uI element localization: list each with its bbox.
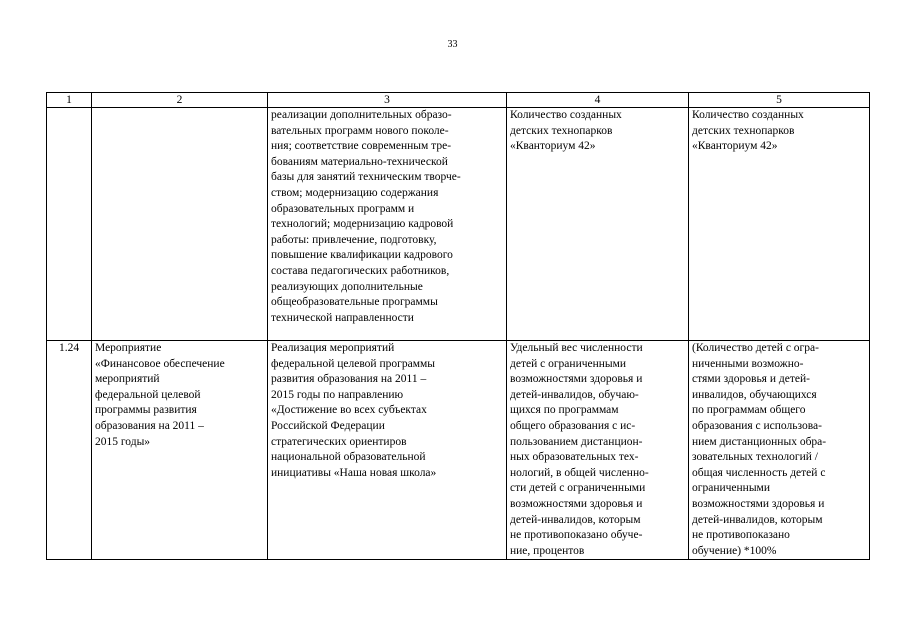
cell-line: вательных программ нового поколе- <box>271 124 449 137</box>
cell-line: 1.24 <box>58 342 80 354</box>
table-cell-col1 <box>47 108 92 341</box>
cell-line: базы для занятий техническим творче- <box>271 171 461 184</box>
cell-line: федеральной целевой программы <box>271 357 435 370</box>
cell-line: щихся по программам <box>510 404 619 417</box>
cell-line: технологий; модернизацию кадровой <box>271 218 454 231</box>
cell-line: Количество созданных <box>510 109 622 121</box>
cell-line: реализующих дополнительные <box>271 280 423 293</box>
cell-line: образования с использова- <box>692 419 822 432</box>
cell-line: общая численность детей с <box>692 466 826 479</box>
cell-line: общего образования с ис- <box>510 419 636 432</box>
cell-line: федеральной целевой <box>95 388 201 401</box>
column-header-4: 4 <box>507 93 689 108</box>
table-cell-col3 <box>268 341 507 560</box>
cell-line: детей-инвалидов, которым <box>510 513 641 526</box>
cell-line: 2015 годы по направлению <box>271 388 404 401</box>
column-header-3: 3 <box>268 93 507 108</box>
table-cell-col2 <box>92 108 268 341</box>
cell-line: ограниченными <box>692 482 770 495</box>
cell-line: бованиям материально-технической <box>271 155 448 168</box>
cell-line: (Количество детей с огра- <box>692 342 819 354</box>
cell-line: Российской Федерации <box>271 419 385 432</box>
cell-line: детских технопарков <box>510 124 613 137</box>
cell-line: пользованием дистанцион- <box>510 435 643 448</box>
cell-line: программы развития <box>95 404 197 417</box>
table-cell-col2 <box>92 341 268 560</box>
table-cell-col5 <box>689 341 870 560</box>
cell-line: детей-инвалидов, которым <box>692 513 823 526</box>
cell-line: состава педагогических работников, <box>271 264 450 277</box>
cell-line: образовательных программ и <box>271 202 415 215</box>
cell-line: общеобразовательные программы <box>271 296 438 309</box>
cell-line: мероприятий <box>95 373 160 386</box>
cell-line: по программам общего <box>692 404 806 417</box>
cell-line: образования на 2011 – <box>95 419 204 432</box>
cell-line: 2015 годы» <box>95 435 151 448</box>
cell-line: не противопоказано <box>692 529 790 542</box>
cell-line: «Финансовое обеспечение <box>95 357 225 370</box>
cell-line: стями здоровья и детей- <box>692 373 810 386</box>
column-header-2: 2 <box>92 93 268 108</box>
cell-line: «Достижение во всех субъектах <box>271 404 427 417</box>
cell-line: «Кванториум 42» <box>510 140 596 153</box>
cell-line: детских технопарков <box>692 124 795 137</box>
cell-line: повышение квалификации кадрового <box>271 249 453 262</box>
cell-line: национальной образовательной <box>271 451 426 464</box>
cell-line: Реализация мероприятий <box>271 342 395 354</box>
cell-line: не противопоказано обуче- <box>510 529 643 542</box>
cell-line: возможностями здоровья и <box>510 373 643 386</box>
cell-line: ниченными возможно- <box>692 357 804 370</box>
cell-line: возможностями здоровья и <box>510 497 643 510</box>
cell-line: зовательных технологий / <box>692 451 818 464</box>
column-number-row <box>47 93 870 108</box>
cell-line: реализации дополнительных образо- <box>271 109 452 121</box>
table-cell-col3 <box>268 108 507 341</box>
column-header-5: 5 <box>689 93 870 108</box>
cell-line: обучение) *100% <box>692 544 777 557</box>
cell-line: ния; соответствие современным тре- <box>271 140 452 153</box>
column-header-1: 1 <box>47 93 92 108</box>
cell-line: детей с ограниченными <box>510 357 627 370</box>
table-row <box>47 108 870 341</box>
cell-line: нологий, в общей численно- <box>510 466 649 479</box>
cell-line: Удельный вес численности <box>510 342 643 354</box>
cell-line: стратегических ориентиров <box>271 435 407 448</box>
cell-line: сти детей с ограниченными <box>510 482 646 495</box>
cell-line: развития образования на 2011 – <box>271 373 427 386</box>
cell-line: детей-инвалидов, обучаю- <box>510 388 639 401</box>
cell-line: технической направленности <box>271 311 414 324</box>
page-number: 33 <box>447 39 458 50</box>
cell-line: Мероприятие <box>95 342 162 354</box>
table-cell-col4 <box>507 341 689 560</box>
cell-line: «Кванториум 42» <box>692 140 778 153</box>
cell-line: ством; модернизацию содержания <box>271 186 439 199</box>
table-cell-col4 <box>507 108 689 341</box>
indicator-table <box>46 92 870 560</box>
cell-line: нием дистанционных обра- <box>692 435 827 448</box>
cell-line: ние, процентов <box>510 544 585 557</box>
cell-line: ных образовательных тех- <box>510 451 639 464</box>
cell-line: инициативы «Наша новая школа» <box>271 466 437 479</box>
table-row <box>47 341 870 560</box>
cell-line: инвалидов, обучающихся <box>692 388 817 401</box>
cell-line: возможностями здоровья и <box>692 497 825 510</box>
table-cell-col1 <box>47 341 92 560</box>
cell-line: Количество созданных <box>692 109 804 121</box>
cell-line: работы: привлечение, подготовку, <box>271 233 437 246</box>
table-cell-col5 <box>689 108 870 341</box>
